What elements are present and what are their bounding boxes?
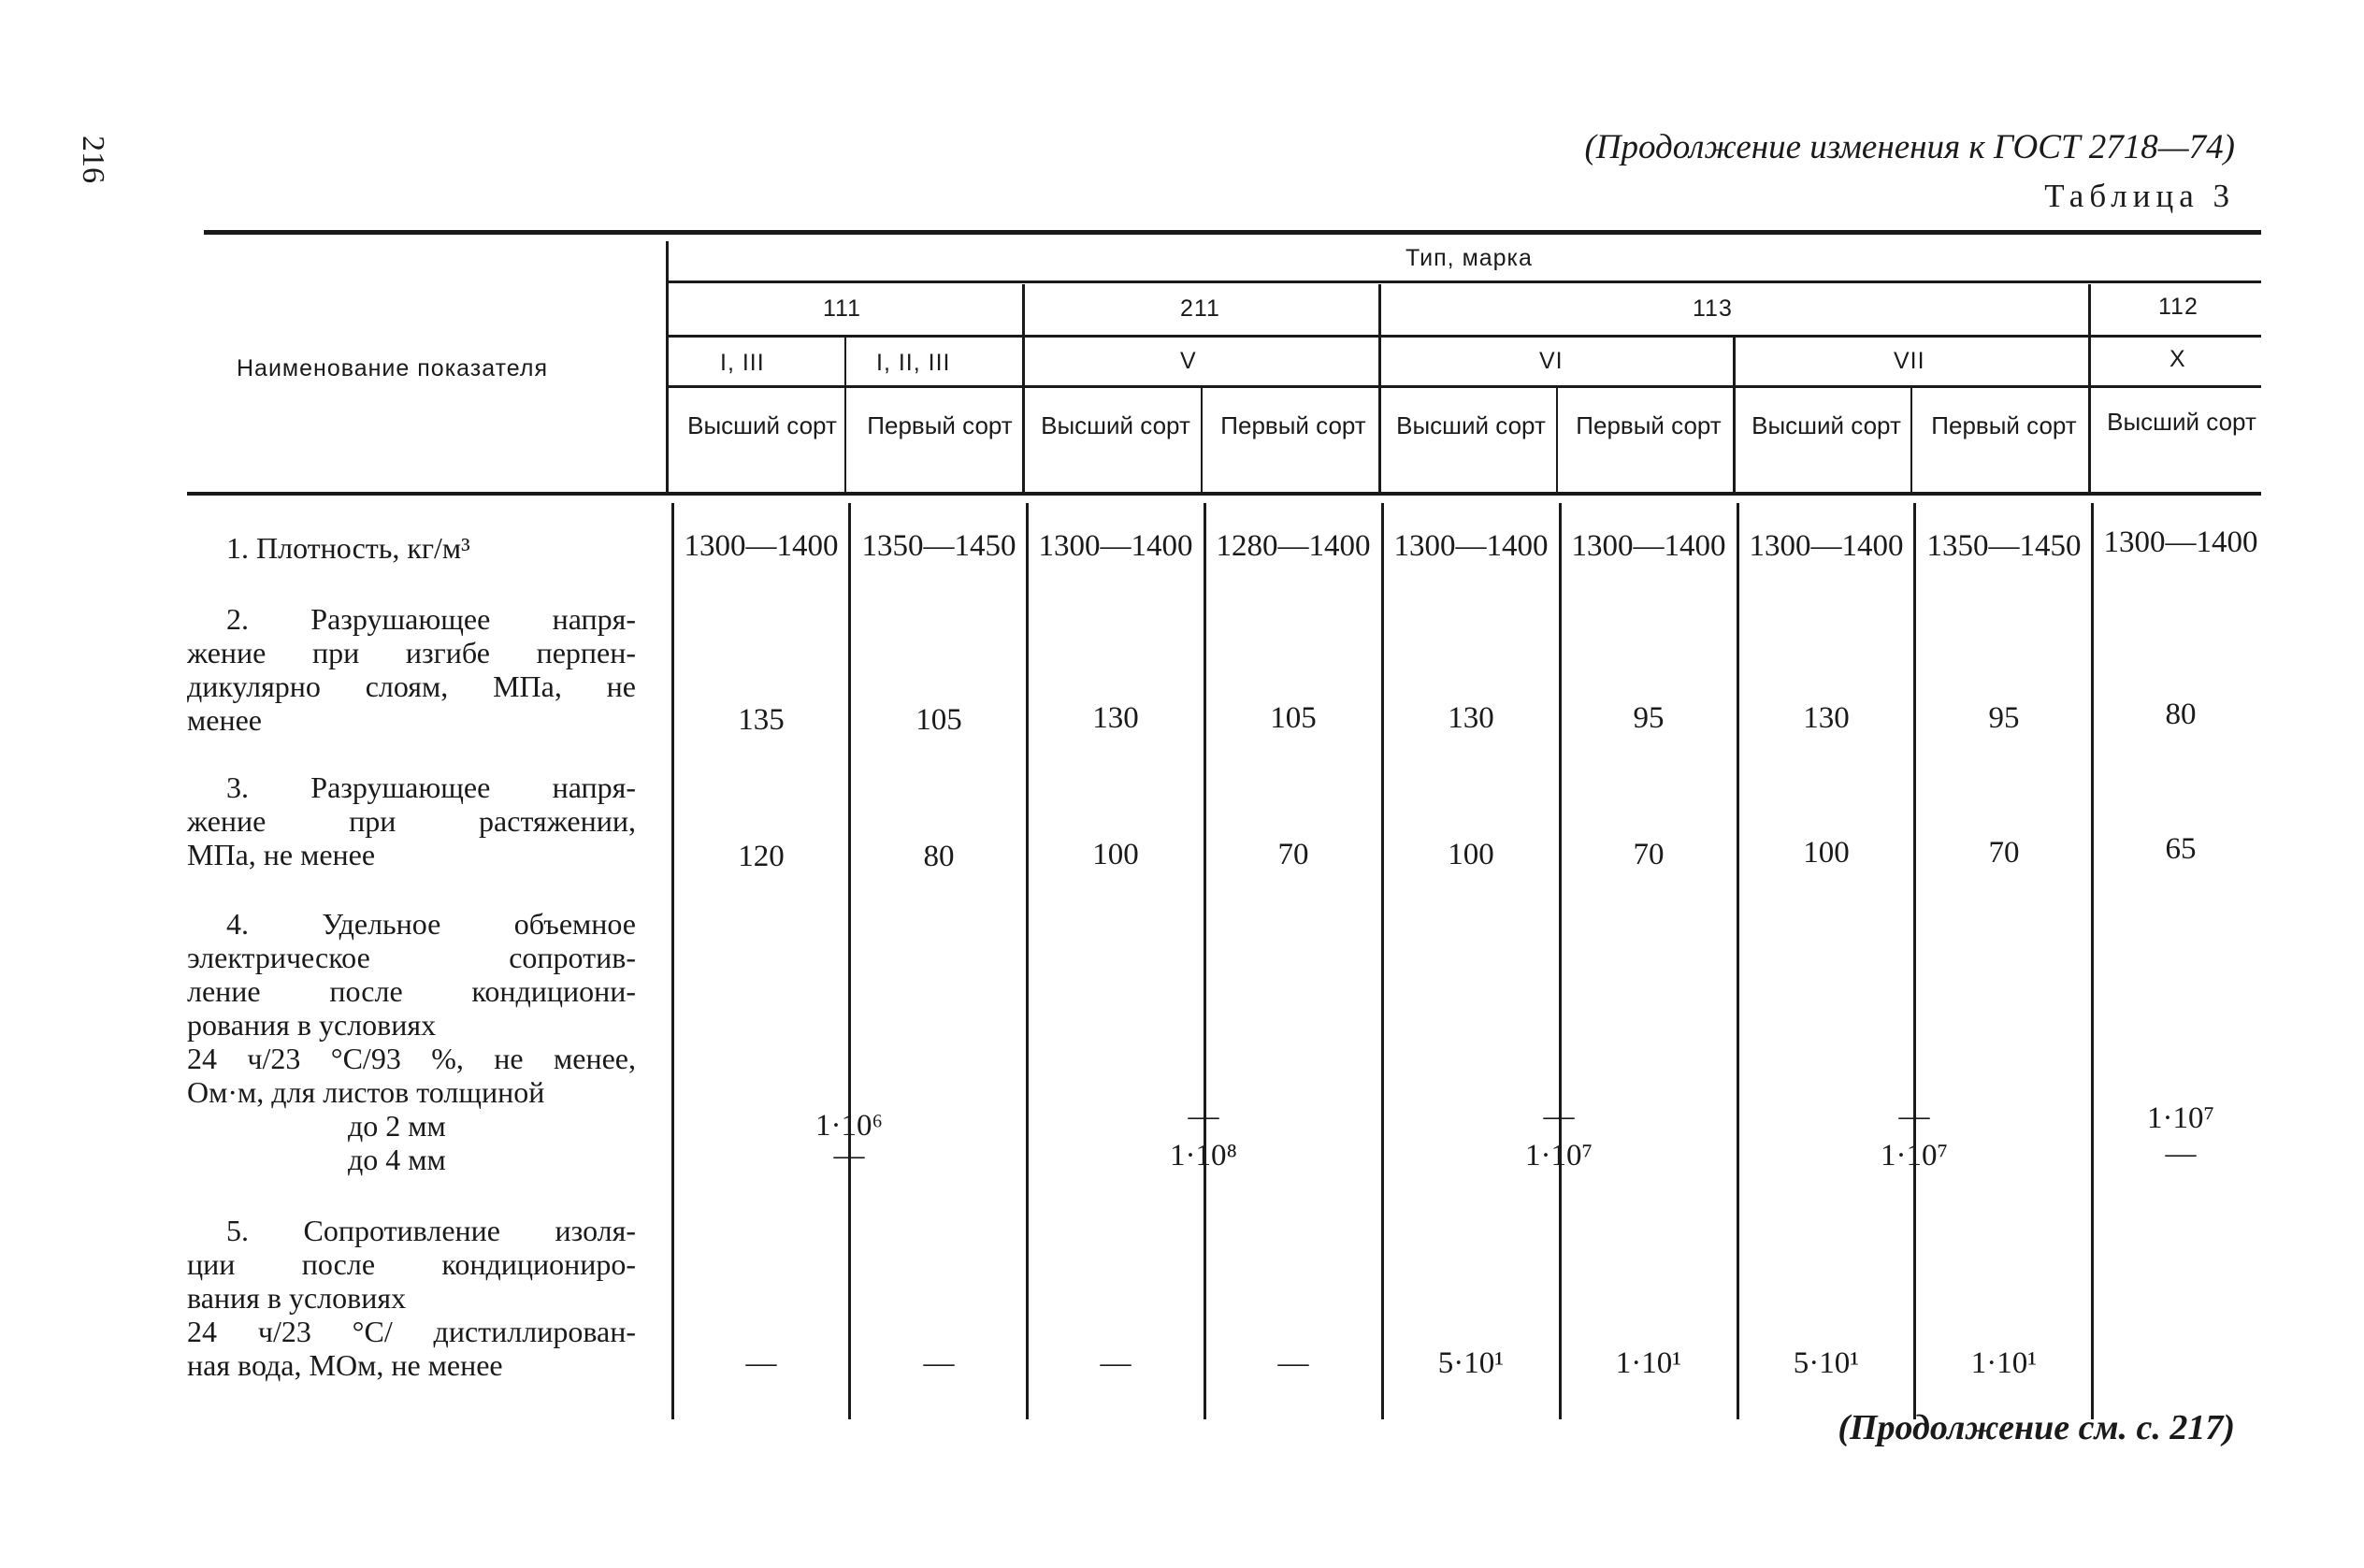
table-cell: 100 bbox=[1448, 838, 1494, 871]
mark-header: X bbox=[2169, 346, 2186, 372]
row-label bbox=[187, 907, 636, 1176]
table-cell: 100 bbox=[1092, 838, 1139, 871]
row-label-line: ная вода, МОм, не менее bbox=[187, 1348, 503, 1382]
table-cell: 135 bbox=[738, 703, 785, 737]
row-label-line: дикулярно слоям, МПа, не bbox=[187, 669, 636, 703]
header-vline bbox=[1201, 385, 1203, 492]
table-cell-4mm: 1·10⁷ bbox=[1525, 1139, 1593, 1172]
indicator-column-header: Наименование показателя bbox=[237, 355, 548, 381]
grade-header: Первый сорт bbox=[1220, 411, 1366, 439]
grade-header: Высший сорт bbox=[1396, 411, 1546, 439]
table-cell: 1·10¹ bbox=[1615, 1346, 1682, 1380]
table-cell: 1300—1400 bbox=[2103, 525, 2258, 559]
table-cell-4mm: — bbox=[2165, 1137, 2197, 1171]
header-rule-types bbox=[666, 335, 2261, 338]
table-cell: 105 bbox=[915, 703, 962, 737]
row-label-line: ции после кондициониро- bbox=[187, 1247, 636, 1281]
table-cell: 1·10¹ bbox=[1970, 1346, 2038, 1380]
row-label-line: Ом·м, для листов толщиной bbox=[187, 1075, 545, 1109]
row-label-line: 4. Удельное объемное bbox=[226, 907, 636, 941]
header-vline bbox=[1910, 385, 1912, 492]
table-cell-4mm: — bbox=[833, 1139, 865, 1172]
table-cell: — bbox=[1277, 1346, 1309, 1380]
row-label bbox=[187, 602, 636, 737]
mark-header: V bbox=[1180, 348, 1197, 374]
continuation-footer: (Продолжение см. с. 217) bbox=[1838, 1408, 2235, 1447]
table-cell: 95 bbox=[1988, 701, 2020, 735]
grade-header: Первый сорт bbox=[1931, 411, 2077, 439]
table-cell: 1300—1400 bbox=[1749, 529, 1904, 563]
row-label bbox=[187, 531, 636, 565]
body-vline bbox=[1381, 503, 1384, 1419]
page-number: 216 bbox=[76, 136, 110, 183]
table-cell: 130 bbox=[1092, 701, 1139, 735]
grade-header: Высший сорт bbox=[1041, 411, 1190, 439]
header-vline bbox=[1022, 284, 1025, 492]
grade-header: Высший сорт bbox=[687, 411, 837, 439]
table-cell: 1280—1400 bbox=[1216, 529, 1371, 563]
table-cell: 5·10¹ bbox=[1793, 1346, 1860, 1380]
table-cell: 80 bbox=[2165, 698, 2197, 731]
row-label-line: жение при изгибе перпен- bbox=[187, 636, 636, 669]
type-header: 111 bbox=[823, 295, 862, 322]
table-cell: 130 bbox=[1803, 701, 1850, 735]
table-cell: 1300—1400 bbox=[1393, 529, 1549, 563]
header-bottom-rule bbox=[187, 492, 2261, 496]
row-label-line: 5. Сопротивление изоля- bbox=[226, 1214, 636, 1247]
table-cell: 70 bbox=[1633, 838, 1665, 871]
table-cell: 80 bbox=[923, 840, 955, 873]
body-vline bbox=[1737, 503, 1739, 1419]
table-cell-4mm: 1·10⁸ bbox=[1170, 1139, 1237, 1172]
row-label-line: жение при растяжении, bbox=[187, 804, 636, 838]
table-cell: 5·10¹ bbox=[1437, 1346, 1505, 1380]
table-cell: 1300—1400 bbox=[1038, 529, 1193, 563]
header-rule-marks bbox=[666, 385, 2261, 388]
row-label-line: 24 ч/23 °С/ дистиллирован- bbox=[187, 1315, 636, 1348]
row-label bbox=[187, 1214, 636, 1382]
header-vline bbox=[1556, 385, 1558, 492]
header-vline bbox=[844, 335, 846, 492]
grade-header: Высший сорт bbox=[1751, 411, 1901, 439]
grade-header: Высший сорт bbox=[2107, 408, 2256, 436]
type-header: 113 bbox=[1693, 295, 1733, 322]
body-vline bbox=[2091, 503, 2094, 1419]
row-label-line: 3. Разрушающее напря- bbox=[226, 770, 636, 804]
header-vline bbox=[666, 241, 669, 492]
mark-header: I, III bbox=[720, 350, 765, 376]
table-cell-2mm: — bbox=[1898, 1100, 1930, 1133]
table-cell-2mm: 1·10⁷ bbox=[2147, 1101, 2214, 1135]
body-vline bbox=[1026, 503, 1029, 1419]
grade-header: Первый сорт bbox=[867, 411, 1013, 439]
continuation-header: (Продолжение изменения к ГОСТ 2718—74) bbox=[1584, 128, 2235, 166]
table-cell: 95 bbox=[1633, 701, 1665, 735]
row-sub-label: до 4 мм bbox=[348, 1143, 446, 1176]
body-vline bbox=[1204, 503, 1206, 1419]
table-cell: 70 bbox=[1988, 836, 2020, 870]
body-vline bbox=[1559, 503, 1562, 1419]
table-cell: 65 bbox=[2165, 832, 2197, 866]
table-cell: 1300—1400 bbox=[1571, 529, 1726, 563]
row-label-line: ление после кондициони- bbox=[187, 974, 636, 1008]
body-vline bbox=[1913, 503, 1916, 1419]
type-header: 112 bbox=[2158, 294, 2198, 320]
header-vline bbox=[1378, 284, 1381, 492]
table-cell: 1300—1400 bbox=[684, 529, 839, 563]
table-cell: — bbox=[923, 1346, 955, 1380]
table-cell-2mm: — bbox=[1543, 1100, 1575, 1133]
body-vline bbox=[848, 503, 851, 1419]
table-cell-4mm: 1·10⁷ bbox=[1881, 1139, 1948, 1172]
table-cell-2mm: — bbox=[1188, 1100, 1219, 1133]
row-label bbox=[187, 770, 636, 871]
row-label-line: 24 ч/23 °С/93 %, не менее, bbox=[187, 1042, 636, 1075]
row-label-line: 1. Плотность, кг/м³ bbox=[226, 531, 470, 565]
table-cell: — bbox=[745, 1346, 777, 1380]
row-label-line: 2. Разрушающее напря- bbox=[226, 602, 636, 636]
table-caption: Таблица 3 bbox=[2044, 178, 2235, 214]
row-label-line: менее bbox=[187, 703, 262, 737]
table-cell: 130 bbox=[1448, 701, 1494, 735]
table-cell: 120 bbox=[738, 840, 785, 873]
row-label-line: МПа, не менее bbox=[187, 838, 376, 871]
row-label-line: электрическое сопротив- bbox=[187, 941, 636, 974]
mark-header: VI bbox=[1539, 348, 1564, 374]
row-label-line: рования в условиях bbox=[187, 1008, 437, 1042]
table-top-rule bbox=[204, 230, 2261, 235]
body-vline bbox=[671, 503, 674, 1419]
row-sub-label: до 2 мм bbox=[348, 1109, 446, 1143]
type-mark-header: Тип, марка bbox=[1405, 245, 1533, 271]
table-cell: — bbox=[1100, 1346, 1132, 1380]
grade-header: Первый сорт bbox=[1576, 411, 1722, 439]
table-cell: 1350—1450 bbox=[861, 529, 1016, 563]
row-label-line: вания в условиях bbox=[187, 1281, 407, 1315]
table-cell: 100 bbox=[1803, 836, 1850, 870]
type-header: 211 bbox=[1180, 295, 1220, 322]
mark-header: VII bbox=[1894, 348, 1925, 374]
header-vline bbox=[2088, 284, 2091, 492]
mark-header: I, II, III bbox=[876, 350, 951, 376]
table-cell: 70 bbox=[1277, 838, 1309, 871]
header-vline bbox=[1733, 335, 1736, 492]
table-cell-2mm: 1·10⁶ bbox=[815, 1109, 883, 1143]
table-cell: 105 bbox=[1270, 701, 1317, 735]
header-rule-type-mark bbox=[666, 281, 2261, 283]
table-cell: 1350—1450 bbox=[1926, 529, 2082, 563]
